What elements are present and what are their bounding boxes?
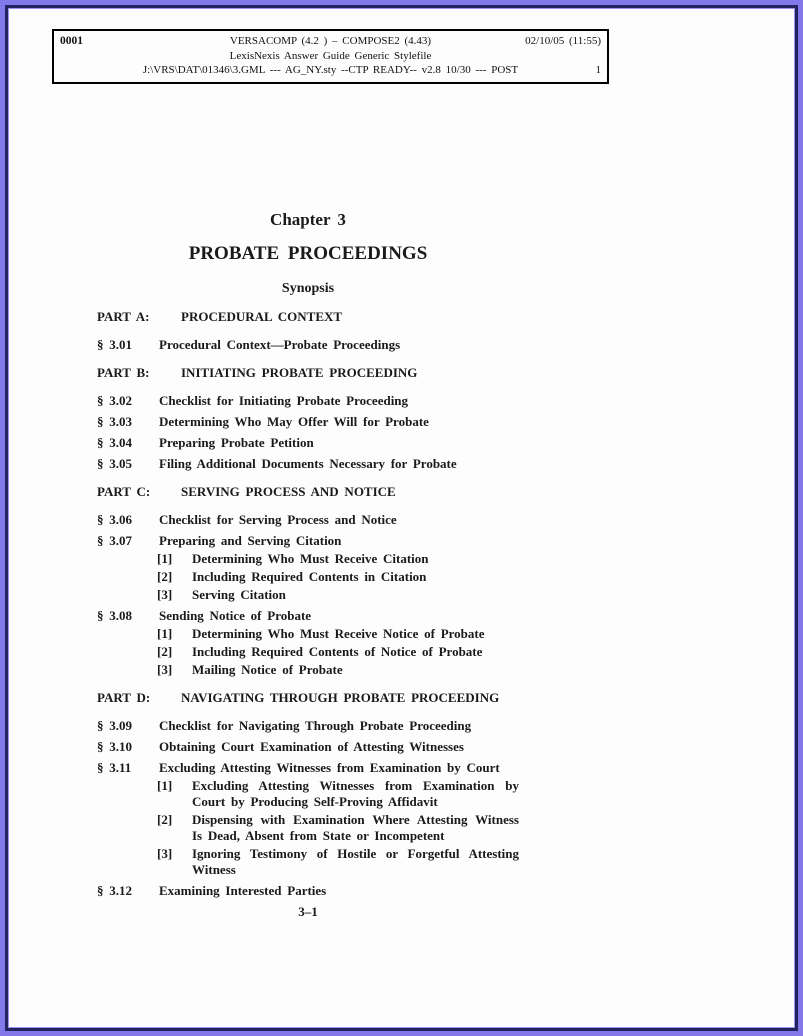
toc-part-row: [97, 690, 519, 706]
proof-header-row-2: [60, 49, 601, 64]
toc-entry-title: Mailing Notice of Probate: [192, 661, 343, 677]
toc-sub-row: [97, 812, 519, 844]
toc-entry-number: § 3.07: [97, 532, 132, 548]
proof-slug-header-box: [52, 29, 609, 84]
chapter-content: [97, 210, 519, 920]
toc-sub-row: [97, 644, 519, 660]
toc-sub-row: [97, 662, 519, 678]
toc-section-row: [97, 718, 519, 734]
proof-datetime: 02/10/05 (11:55): [525, 35, 601, 47]
toc-entry-number: § 3.04: [97, 434, 132, 450]
toc-entry-title: Examining Interested Parties: [159, 882, 327, 898]
toc-entry-title: Checklist for Navigating Through Probate Proceeding: [159, 717, 472, 733]
toc-entry-title: Obtaining Court Examination of Attesting Witnesses: [159, 738, 464, 754]
page-number: 3–1: [298, 903, 318, 919]
toc-entry-number: § 3.02: [97, 392, 132, 408]
toc-entry-title: Determining Who Must Receive Notice of Probate: [192, 625, 485, 641]
synopsis-heading: Synopsis: [281, 280, 335, 296]
toc-entry-number: § 3.06: [97, 511, 132, 527]
toc-section-row: [97, 435, 519, 451]
toc-sub-row: [97, 626, 519, 642]
toc-entry-title: INITIATING PROBATE PROCEEDING: [181, 364, 418, 380]
toc-entry-title: Filing Additional Documents Necessary for Probate: [159, 455, 457, 471]
toc-entry-number: § 3.01: [97, 336, 132, 352]
proof-path-line: J:\VRS\DAT\01346\3.GML --- AG_NY.sty --CTP READY-- v2.8 10/30 --- POST: [142, 64, 519, 76]
toc-part-label: PART D:: [97, 689, 151, 705]
toc-entry-number: § 3.11: [97, 759, 132, 775]
toc-sub-row: [97, 569, 519, 585]
toc-sub-row: [97, 587, 519, 603]
toc-entry-title: Checklist for Serving Process and Notice: [159, 511, 397, 527]
toc-entry-title: Excluding Attesting Witnesses from Examination by Court by Producing Self-Proving Affidavit: [192, 777, 519, 809]
toc-entry-title: Procedural Context—Probate Proceedings: [159, 336, 401, 352]
toc-entry-number: [1]: [157, 550, 173, 566]
toc-entry-number: [3]: [157, 586, 173, 602]
toc-section-row: [97, 608, 519, 624]
toc-section-row: [97, 337, 519, 353]
toc-entry-number: [3]: [157, 845, 173, 861]
toc-entry-title: Excluding Attesting Witnesses from Examination by Court: [159, 759, 500, 775]
toc-section-row: [97, 760, 519, 776]
toc-entry-title: Serving Citation: [192, 586, 286, 602]
toc-entry-number: [1]: [157, 625, 173, 641]
toc-sub-row: [97, 778, 519, 810]
toc-entry-number: § 3.08: [97, 607, 132, 623]
toc-entry-number: [3]: [157, 661, 173, 677]
toc-section-row: [97, 393, 519, 409]
proof-doc-number: 0001: [60, 35, 83, 47]
toc-entry-title: NAVIGATING THROUGH PROBATE PROCEEDING: [181, 689, 500, 705]
toc-part-label: PART A:: [97, 308, 150, 324]
toc-entry-title: PROCEDURAL CONTEXT: [181, 308, 343, 324]
document-page: [8, 8, 795, 1028]
toc-entry-number: [1]: [157, 777, 173, 793]
toc-entry-title: Determining Who May Offer Will for Probate: [159, 413, 429, 429]
toc-entry-title: Preparing and Serving Citation: [159, 532, 342, 548]
document-frame-border: [5, 5, 798, 1031]
toc-section-row: [97, 883, 519, 899]
toc-sub-row: [97, 551, 519, 567]
toc-part-row: [97, 484, 519, 500]
toc-sub-row: [97, 846, 519, 878]
proof-header-row-1: [60, 34, 601, 49]
proof-header-row-3: [60, 63, 601, 78]
synopsis-list: [97, 309, 519, 899]
toc-section-row: [97, 533, 519, 549]
chapter-title-heading: PROBATE PROCEEDINGS: [188, 242, 428, 264]
toc-entry-number: § 3.03: [97, 413, 132, 429]
toc-entry-title: Sending Notice of Probate: [159, 607, 312, 623]
toc-entry-title: Including Required Contents in Citation: [192, 568, 427, 584]
toc-entry-number: [2]: [157, 643, 173, 659]
toc-entry-title: Dispensing with Examination Where Attesting Witness Is Dead, Absent from State or Incompetent: [192, 811, 519, 843]
toc-entry-title: Checklist for Initiating Probate Proceeding: [159, 392, 409, 408]
toc-entry-number: § 3.12: [97, 882, 132, 898]
proof-sequence-number: 1: [595, 64, 601, 76]
toc-part-row: [97, 309, 519, 325]
toc-entry-number: § 3.10: [97, 738, 132, 754]
toc-section-row: [97, 739, 519, 755]
proof-system-line: VERSACOMP (4.2 ) – COMPOSE2 (4.43): [229, 35, 432, 47]
toc-entry-number: § 3.09: [97, 717, 132, 733]
toc-part-label: PART C:: [97, 483, 151, 499]
chapter-number-heading: Chapter 3: [270, 209, 346, 229]
toc-part-label: PART B:: [97, 364, 150, 380]
proof-stylefile-line: LexisNexis Answer Guide Generic Stylefile: [229, 49, 432, 62]
toc-part-row: [97, 365, 519, 381]
toc-section-row: [97, 456, 519, 472]
toc-entry-title: Ignoring Testimony of Hostile or Forgetful Attesting Witness: [192, 845, 519, 877]
toc-entry-number: § 3.05: [97, 455, 132, 471]
toc-entry-number: [2]: [157, 811, 173, 827]
toc-entry-title: Determining Who Must Receive Citation: [192, 550, 429, 566]
toc-entry-title: Preparing Probate Petition: [159, 434, 314, 450]
toc-entry-title: SERVING PROCESS AND NOTICE: [181, 483, 396, 499]
toc-section-row: [97, 512, 519, 528]
toc-section-row: [97, 414, 519, 430]
toc-entry-number: [2]: [157, 568, 173, 584]
toc-entry-title: Including Required Contents of Notice of Probate: [192, 643, 483, 659]
